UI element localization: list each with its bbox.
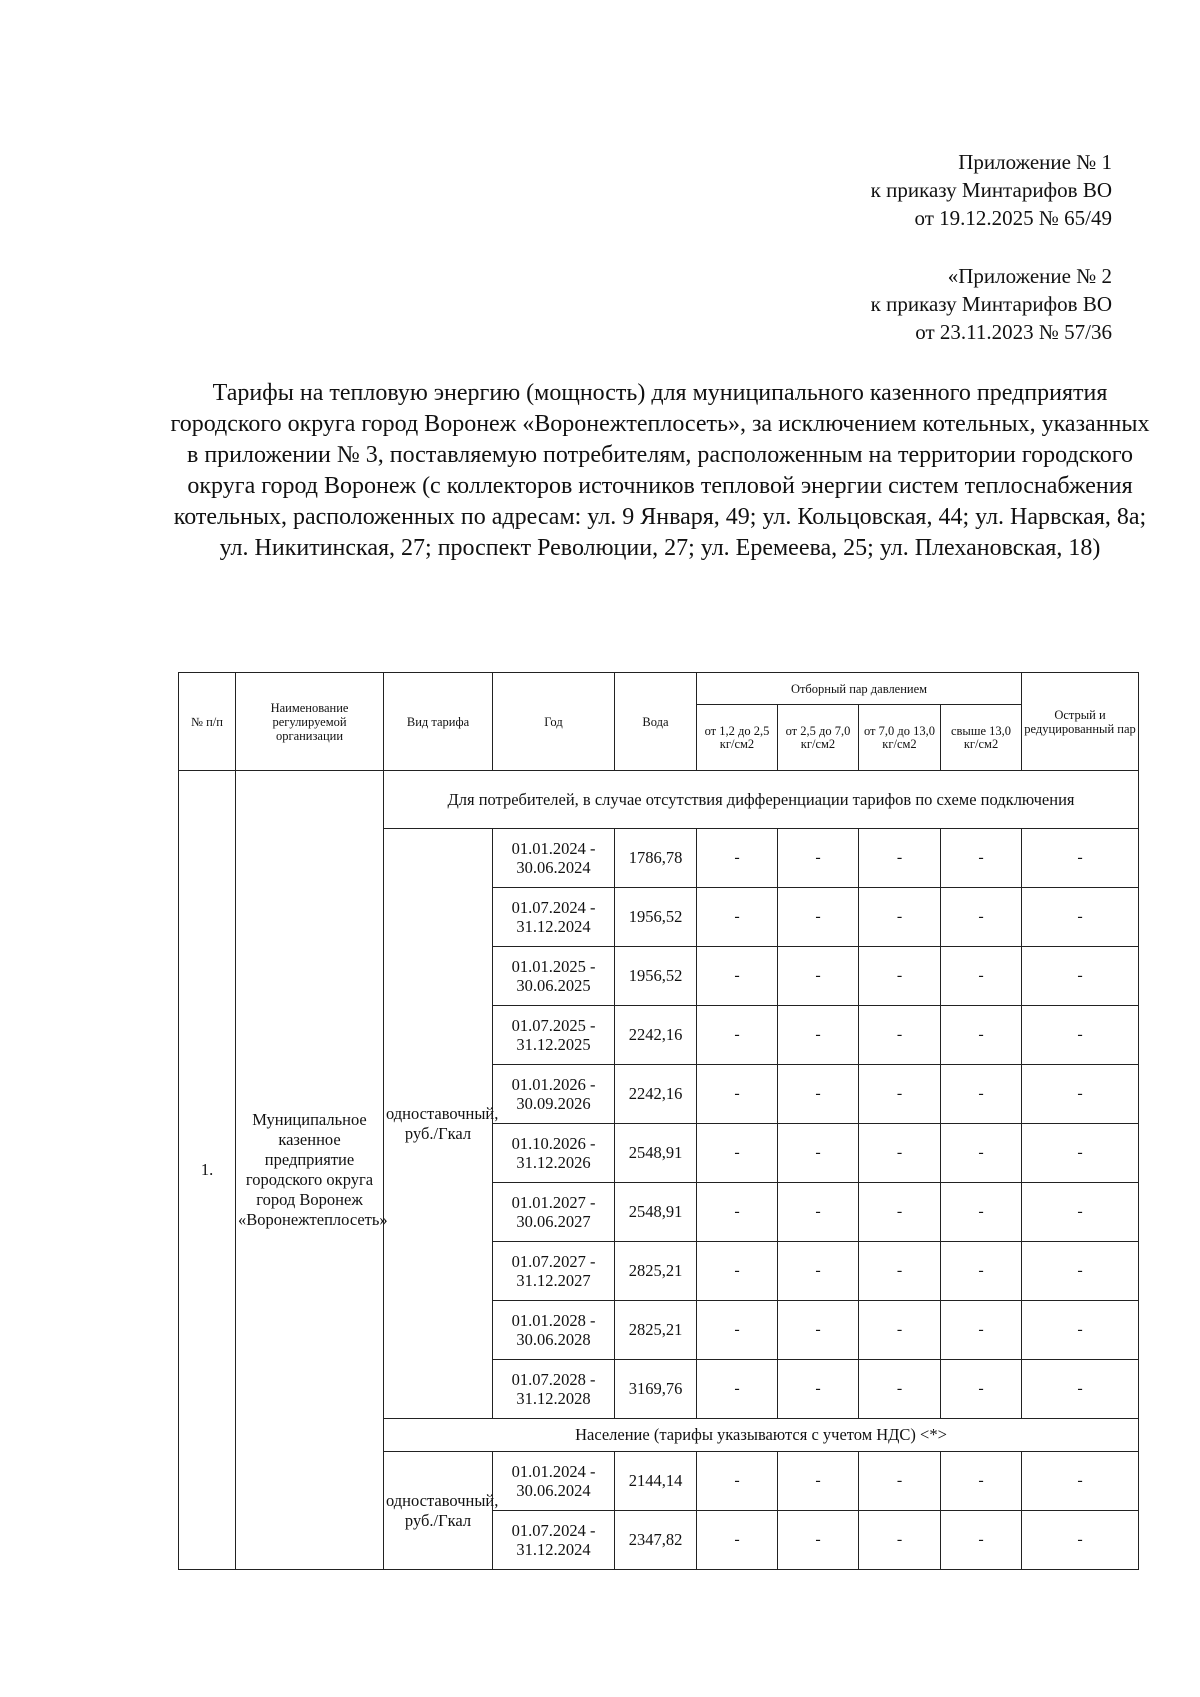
- steam-4-cell: -: [941, 1006, 1022, 1065]
- organization-name: Муниципальное казенное предприятие городского округа город Воронеж «Воронежтеплосеть»: [236, 771, 384, 1570]
- sharp-steam-cell: -: [1022, 1360, 1139, 1419]
- sharp-steam-cell: -: [1022, 1452, 1139, 1511]
- header-steam-4: свыше 13,0 кг/см2: [941, 705, 1022, 771]
- section-1-tariff-type: одноставочный, руб./Гкал: [384, 829, 493, 1419]
- steam-2-cell: -: [778, 1183, 859, 1242]
- water-cell: 2548,91: [615, 1183, 697, 1242]
- sharp-steam-cell: -: [1022, 1124, 1139, 1183]
- steam-2-cell: -: [778, 829, 859, 888]
- steam-1-cell: -: [697, 1124, 778, 1183]
- header-tariff-type: Вид тарифа: [384, 673, 493, 771]
- water-cell: 2347,82: [615, 1511, 697, 1570]
- water-cell: 1956,52: [615, 947, 697, 1006]
- steam-4-cell: -: [941, 1065, 1022, 1124]
- steam-4-cell: -: [941, 1301, 1022, 1360]
- period-cell: 01.01.2025 - 30.06.2025: [493, 947, 615, 1006]
- period-cell: 01.10.2026 - 31.12.2026: [493, 1124, 615, 1183]
- period-cell: 01.07.2025 - 31.12.2025: [493, 1006, 615, 1065]
- steam-1-cell: -: [697, 947, 778, 1006]
- section-1-title: Для потребителей, в случае отсутствия дифференциации тарифов по схеме подключения: [384, 771, 1139, 829]
- table-header-row-1: [179, 673, 1139, 705]
- section-2-title: Население (тарифы указываются с учетом НДС) <*>: [384, 1419, 1139, 1452]
- header-steam-2: от 2,5 до 7,0 кг/см2: [778, 705, 859, 771]
- steam-1-cell: -: [697, 1452, 778, 1511]
- header-water: Вода: [615, 673, 697, 771]
- water-cell: 2825,21: [615, 1301, 697, 1360]
- sharp-steam-cell: -: [1022, 829, 1139, 888]
- water-cell: 2242,16: [615, 1006, 697, 1065]
- sharp-steam-cell: -: [1022, 1006, 1139, 1065]
- steam-4-cell: -: [941, 1124, 1022, 1183]
- steam-3-cell: -: [859, 1360, 941, 1419]
- steam-3-cell: -: [859, 888, 941, 947]
- steam-1-cell: -: [697, 1183, 778, 1242]
- steam-4-cell: -: [941, 1511, 1022, 1570]
- steam-1-cell: -: [697, 1301, 778, 1360]
- header-sharp-steam: Острый и редуцированный пар: [1022, 673, 1139, 771]
- section-1-title-row: [179, 771, 1139, 829]
- steam-2-cell: -: [778, 1242, 859, 1301]
- period-cell: 01.07.2027 - 31.12.2027: [493, 1242, 615, 1301]
- appendix-1-line-1: Приложение № 1: [958, 150, 1112, 174]
- water-cell: 2144,14: [615, 1452, 697, 1511]
- document-title: Тарифы на тепловую энергию (мощность) для муниципального казенного предприятия городского округа город Воронеж «Воронежтеплосеть», за исключением котельных, указанных в приложении № 3, поставляемую потребителям, расположенным на территории городского округа город Воронеж (с коллекторов источников тепловой энергии систем теплоснабжения котельных, расположенных по адресам: ул. 9 Января, 49; ул. Кольцовская, 44; ул. Нарвская, 8а; ул. Никитинская, 27; проспект Революции, 27; ул. Еремеева, 25; ул. Плехановская, 18): [170, 380, 1150, 561]
- header-num: № п/п: [179, 673, 236, 771]
- water-cell: 2548,91: [615, 1124, 697, 1183]
- steam-3-cell: -: [859, 1006, 941, 1065]
- header-org: Наименование регулируемой организации: [236, 673, 384, 771]
- steam-3-cell: -: [859, 829, 941, 888]
- steam-2-cell: -: [778, 1511, 859, 1570]
- steam-2-cell: -: [778, 888, 859, 947]
- water-cell: 2825,21: [615, 1242, 697, 1301]
- sharp-steam-cell: -: [1022, 1511, 1139, 1570]
- appendix-2-line-2: к приказу Минтарифов ВО: [870, 292, 1112, 316]
- sharp-steam-cell: -: [1022, 1242, 1139, 1301]
- steam-3-cell: -: [859, 1452, 941, 1511]
- appendix-2-line-1: «Приложение № 2: [947, 264, 1112, 288]
- appendix-1-header: [871, 148, 1112, 232]
- period-cell: 01.01.2027 - 30.06.2027: [493, 1183, 615, 1242]
- steam-4-cell: -: [941, 1360, 1022, 1419]
- water-cell: 1786,78: [615, 829, 697, 888]
- steam-4-cell: -: [941, 829, 1022, 888]
- sharp-steam-cell: -: [1022, 1301, 1139, 1360]
- steam-2-cell: -: [778, 1065, 859, 1124]
- sharp-steam-cell: -: [1022, 1183, 1139, 1242]
- section-2-tariff-type: одноставочный, руб./Гкал: [384, 1452, 493, 1570]
- steam-3-cell: -: [859, 1301, 941, 1360]
- steam-2-cell: -: [778, 947, 859, 1006]
- header-steam-3: от 7,0 до 13,0 кг/см2: [859, 705, 941, 771]
- steam-3-cell: -: [859, 1183, 941, 1242]
- steam-4-cell: -: [941, 1183, 1022, 1242]
- steam-2-cell: -: [778, 1006, 859, 1065]
- steam-3-cell: -: [859, 947, 941, 1006]
- period-cell: 01.01.2024 - 30.06.2024: [493, 829, 615, 888]
- period-cell: 01.07.2024 - 31.12.2024: [493, 888, 615, 947]
- appendix-2-header: [871, 262, 1112, 346]
- period-cell: 01.01.2028 - 30.06.2028: [493, 1301, 615, 1360]
- water-cell: 3169,76: [615, 1360, 697, 1419]
- steam-2-cell: -: [778, 1124, 859, 1183]
- sharp-steam-cell: -: [1022, 888, 1139, 947]
- period-cell: 01.01.2024 - 30.06.2024: [493, 1452, 615, 1511]
- appendix-1-line-2: к приказу Минтарифов ВО: [870, 178, 1112, 202]
- steam-1-cell: -: [697, 888, 778, 947]
- steam-1-cell: -: [697, 1511, 778, 1570]
- steam-3-cell: -: [859, 1124, 941, 1183]
- sharp-steam-cell: -: [1022, 947, 1139, 1006]
- header-year: Год: [493, 673, 615, 771]
- steam-3-cell: -: [859, 1065, 941, 1124]
- sharp-steam-cell: -: [1022, 1065, 1139, 1124]
- row-number: 1.: [179, 771, 236, 1570]
- steam-1-cell: -: [697, 829, 778, 888]
- header-steam-group: Отборный пар давлением: [697, 673, 1022, 705]
- steam-2-cell: -: [778, 1301, 859, 1360]
- steam-2-cell: -: [778, 1360, 859, 1419]
- period-cell: 01.07.2024 - 31.12.2024: [493, 1511, 615, 1570]
- steam-1-cell: -: [697, 1065, 778, 1124]
- steam-4-cell: -: [941, 947, 1022, 1006]
- steam-4-cell: -: [941, 1452, 1022, 1511]
- period-cell: 01.07.2028 - 31.12.2028: [493, 1360, 615, 1419]
- steam-3-cell: -: [859, 1242, 941, 1301]
- steam-1-cell: -: [697, 1006, 778, 1065]
- steam-3-cell: -: [859, 1511, 941, 1570]
- period-cell: 01.01.2026 - 30.09.2026: [493, 1065, 615, 1124]
- appendix-2-line-3: от 23.11.2023 № 57/36: [915, 320, 1112, 344]
- steam-4-cell: -: [941, 888, 1022, 947]
- water-cell: 2242,16: [615, 1065, 697, 1124]
- steam-1-cell: -: [697, 1360, 778, 1419]
- appendix-1-line-3: от 19.12.2025 № 65/49: [914, 206, 1112, 230]
- steam-4-cell: -: [941, 1242, 1022, 1301]
- water-cell: 1956,52: [615, 888, 697, 947]
- steam-2-cell: -: [778, 1452, 859, 1511]
- header-steam-1: от 1,2 до 2,5 кг/см2: [697, 705, 778, 771]
- tariff-table: [178, 672, 1139, 1570]
- steam-1-cell: -: [697, 1242, 778, 1301]
